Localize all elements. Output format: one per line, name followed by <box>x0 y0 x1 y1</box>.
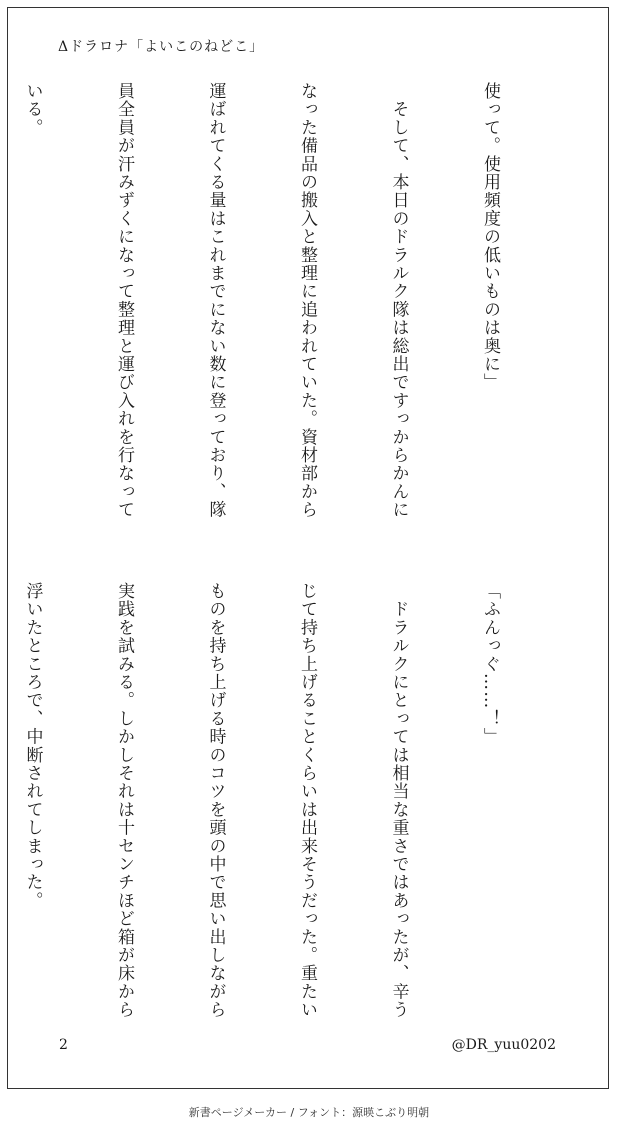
text-line: 使って。使用頻度の低いものは奥に」 <box>480 82 500 392</box>
text-line: 「ふんっぐ……！」 <box>480 582 500 746</box>
text-line: 実践を試みる。しかしそれは十センチほど箱が床から <box>114 582 134 1019</box>
text-line: ものを持ち上げる時のコツを頭の中で思い出しながら <box>205 582 226 1019</box>
page-number: 2 <box>59 1037 68 1053</box>
text-line: ドラルクにとっては相当な重さではあったが、辛う <box>388 582 409 1019</box>
text-line: 員全員が汗みずくになって整理と運び入れを行なって <box>114 82 134 519</box>
text-line: そして、本日のドラルク隊は総出ですっからかんに <box>388 82 409 519</box>
text-line: 浮いたところで、中断されてしまった。 <box>22 582 43 910</box>
text-line: なった備品の搬入と整理に追われていた。資材部から <box>297 82 317 519</box>
page-title: Δドラロナ「よいこのねどこ」 <box>58 39 265 55</box>
author-account: @DR_yuu0202 <box>451 1037 556 1053</box>
text-line: 運ばれてくる量はこれまでにない数に登っており、隊 <box>205 82 226 519</box>
text-column-bottom <box>0 582 566 1022</box>
text-line: じて持ち上げることくらいは出来そうだった。重たい <box>297 582 317 1019</box>
text-line: いる。 <box>22 82 43 137</box>
footer-credit: 新書ページメーカー / フォント：源暎こぶり明朝 <box>188 1106 430 1119</box>
text-column-top <box>0 82 566 522</box>
